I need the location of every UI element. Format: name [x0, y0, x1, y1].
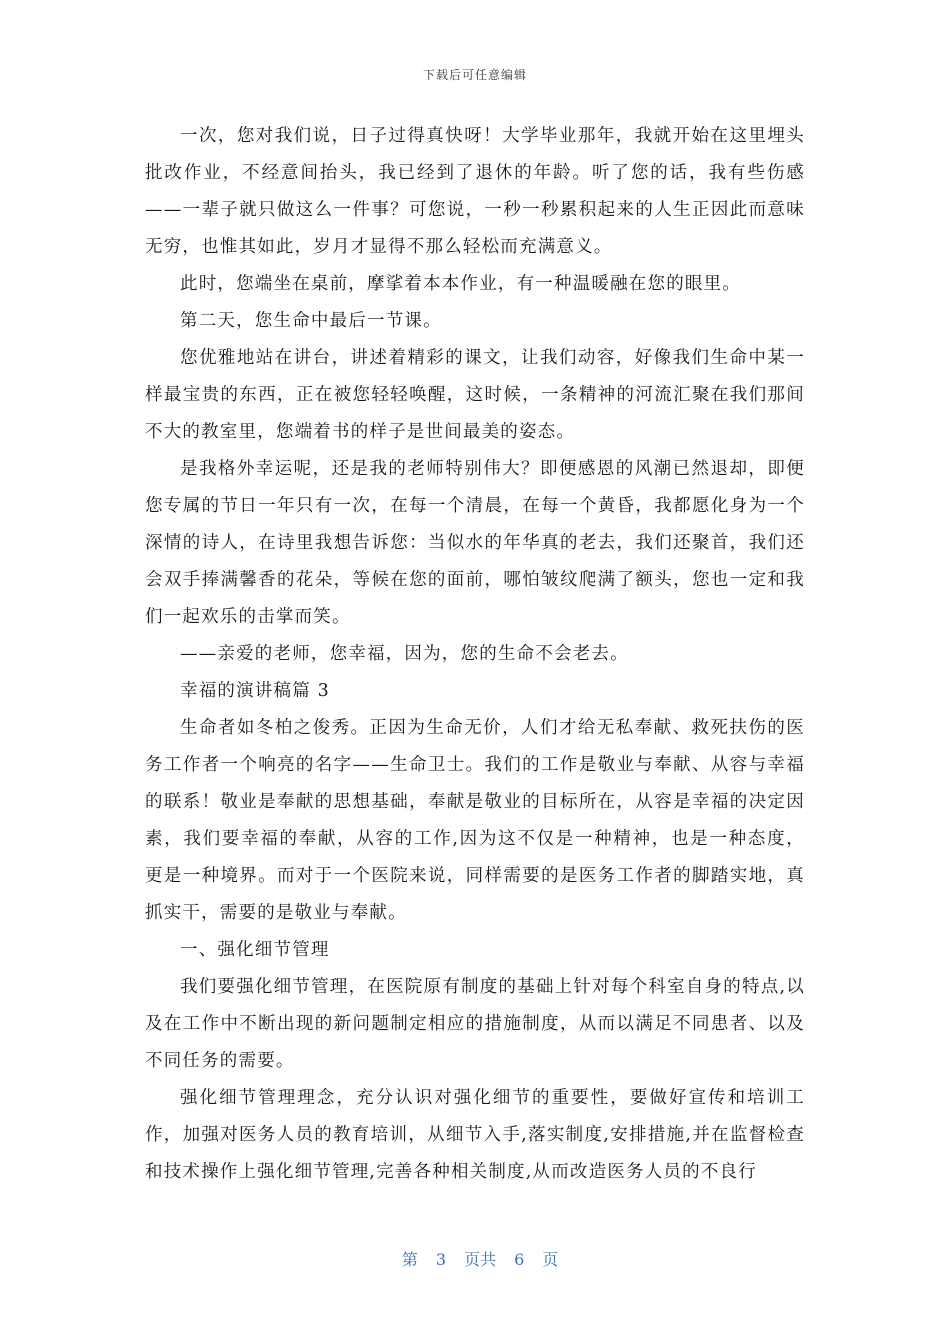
page-footer: [0, 1228, 950, 1270]
footer-prefix: 第: [401, 1250, 418, 1269]
paragraph: 一次，您对我们说，日子过得真快呀！大学毕业那年，我就开始在这里埋头批改作业，不经意间抬头，我已经到了退休的年龄。听了您的话，我有些伤感——一辈子就只做这么一件事？可您说，一秒一秒累积起来的人生正因此而意味无穷，也惟其如此，岁月才显得不那么轻松而充满意义。: [145, 126, 805, 257]
paragraph: 我们要强化细节管理，在医院原有制度的基础上针对每个科室自身的特点,以及在工作中不断出现的新问题制定相应的措施制度，从而以满足不同患者、以及不同任务的需要。: [145, 977, 805, 1071]
footer-suffix: 页: [542, 1250, 559, 1269]
paragraph: 是我格外幸运呢，还是我的老师特别伟大？即便感恩的风潮已然退却，即便您专属的节日一年只有一次，在每一个清晨，在每一个黄昏，我都愿化身为一个深情的诗人，在诗里我想告诉您：当似水的年华真的老去，我们还聚首，我们还会双手捧满馨香的花朵，等候在您的面前，哪怕皱纹爬满了额头，您也一定和我们一起欢乐的击掌而笑。: [145, 459, 805, 627]
total-page-number: 6: [514, 1250, 525, 1269]
paragraph: 强化细节管理理念，充分认识对强化细节的重要性，要做好宣传和培训工作，加强对医务人员的教育培训，从细节入手,落实制度,安排措施,并在监督检查和技术操作上强化细节管理,完善各种相关制度,从而改造医务人员的不良行: [145, 1088, 805, 1182]
paragraph: 第二天，您生命中最后一节课。: [180, 311, 442, 331]
section-heading: 幸福的演讲稿篇 3: [180, 681, 330, 701]
current-page-number: 3: [435, 1250, 447, 1269]
paragraph: 您优雅地站在讲台，讲述着精彩的课文，让我们动容，好像我们生命中某一样最宝贵的东西，正在被您轻轻唤醒，这时候，一条精神的河流汇聚在我们那间不大的教室里，您端着书的样子是世间最美的姿态。: [145, 348, 805, 442]
paragraph: 生命者如冬柏之俊秀。正因为生命无价，人们才给无私奉献、救死扶伤的医务工作者一个响亮的名字——生命卫士。我们的工作是敬业与奉献、从容与幸福的联系！敬业是奉献的思想基础，奉献是敬业的目标所在，从容是幸福的决定因素，我们要幸福的奉献，从容的工作,因为这不仅是一种精神，也是一种态度，更是一种境界。而对于一个医院来说，同样需要的是医务工作者的脚踏实地，真抓实干，需要的是敬业与奉献。: [145, 718, 805, 923]
paragraph: ——亲爱的老师，您幸福，因为，您的生命不会老去。: [180, 644, 629, 664]
document-body: [145, 118, 805, 1191]
footer-middle: 页共: [464, 1250, 497, 1269]
page-header: 下载后可任意编辑: [422, 68, 527, 82]
subsection-heading: 一、强化细节管理: [180, 940, 330, 960]
paragraph: 此时，您端坐在桌前，摩挲着本本作业，有一种温暖融在您的眼里。: [180, 274, 741, 294]
